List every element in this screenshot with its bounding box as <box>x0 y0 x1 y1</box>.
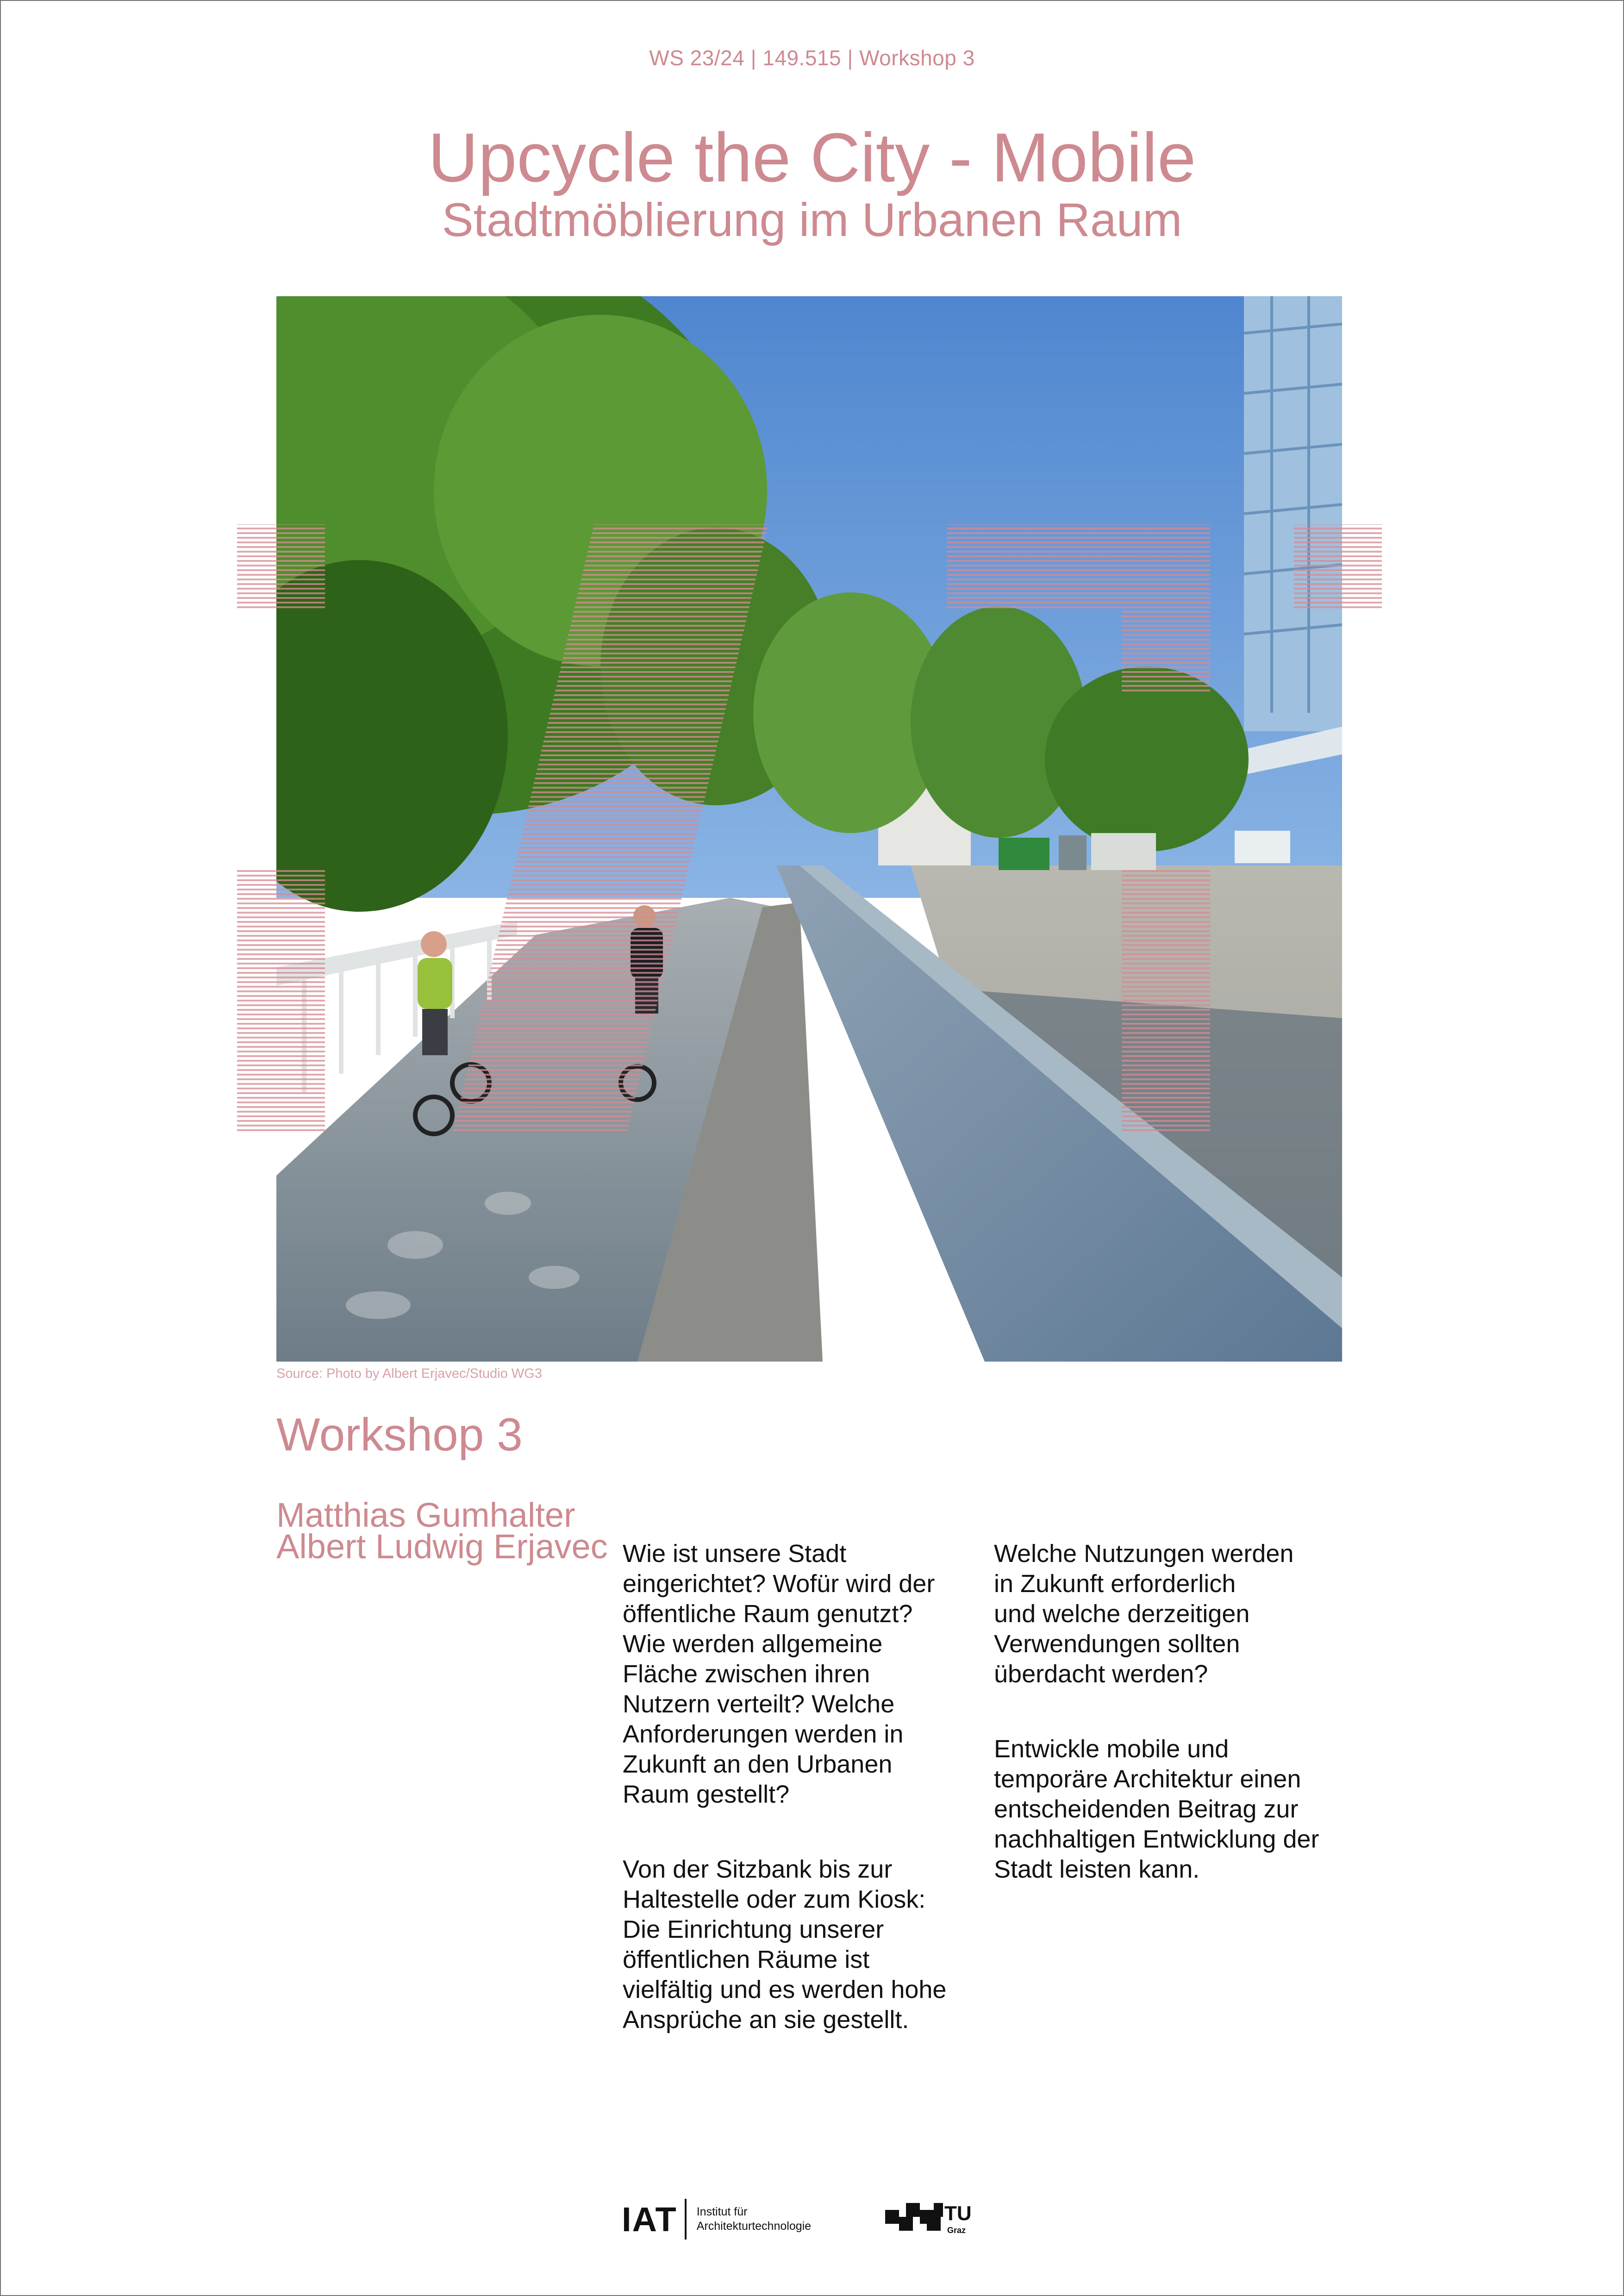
workshop-heading: Workshop 3 <box>276 1409 523 1461</box>
photo-source-caption: Source: Photo by Albert Erjavec/Studio WG3 <box>276 1366 542 1381</box>
body-column-2 <box>994 1509 1346 1929</box>
street-photo <box>276 296 1342 1362</box>
logo-divider <box>685 2199 687 2240</box>
author-name: Albert Ludwig Erjavec <box>276 1527 608 1566</box>
iat-logo-text: Institut für Architekturtechnologie <box>696 2205 812 2233</box>
tu-sub-label: Graz <box>947 2226 966 2235</box>
iat-logo <box>622 2196 811 2242</box>
author-name: Matthias Gumhalter <box>276 1496 575 1534</box>
course-meta: WS 23/24 | 149.515 | Workshop 3 <box>649 46 975 70</box>
tu-label: TU <box>944 2202 972 2225</box>
footer-logos <box>0 2196 1624 2242</box>
body-column-1 <box>623 1509 979 2080</box>
iat-logo-mark: IAT <box>622 2200 677 2239</box>
tu-graz-logo <box>885 2201 987 2240</box>
paragraph: Welche Nutzungen werden in Zukunft erforderlich und welche derzeitigen Verwendungen sollten überdacht werden? <box>994 1540 1294 1688</box>
page-subtitle: Stadtmöblierung im Urbanen Raum <box>442 193 1182 246</box>
paragraph: Entwickle mobile und temporäre Architektur einen entscheidenden Beitrag zur nachhaltigen Entwicklung der Stadt leisten kann. <box>994 1735 1319 1883</box>
paragraph: Von der Sitzbank bis zur Haltestelle oder zum Kiosk: Die Einrichtung unserer öffentlichen Räume ist vielfältig und es werden hohe Ansprüche an sie gestellt. <box>623 1855 947 2034</box>
paragraph: Wie ist unsere Stadt eingerichtet? Wofür wird der öffentliche Raum genutzt? Wie werden allgemeine Fläche zwischen ihren Nutzern verteilt? Welche Anforderungen werden in Zukunft an den Urbanen Raum gestellt? <box>623 1540 935 1808</box>
page-title: Upcycle the City - Mobile <box>428 118 1196 196</box>
authors <box>276 1496 608 1566</box>
